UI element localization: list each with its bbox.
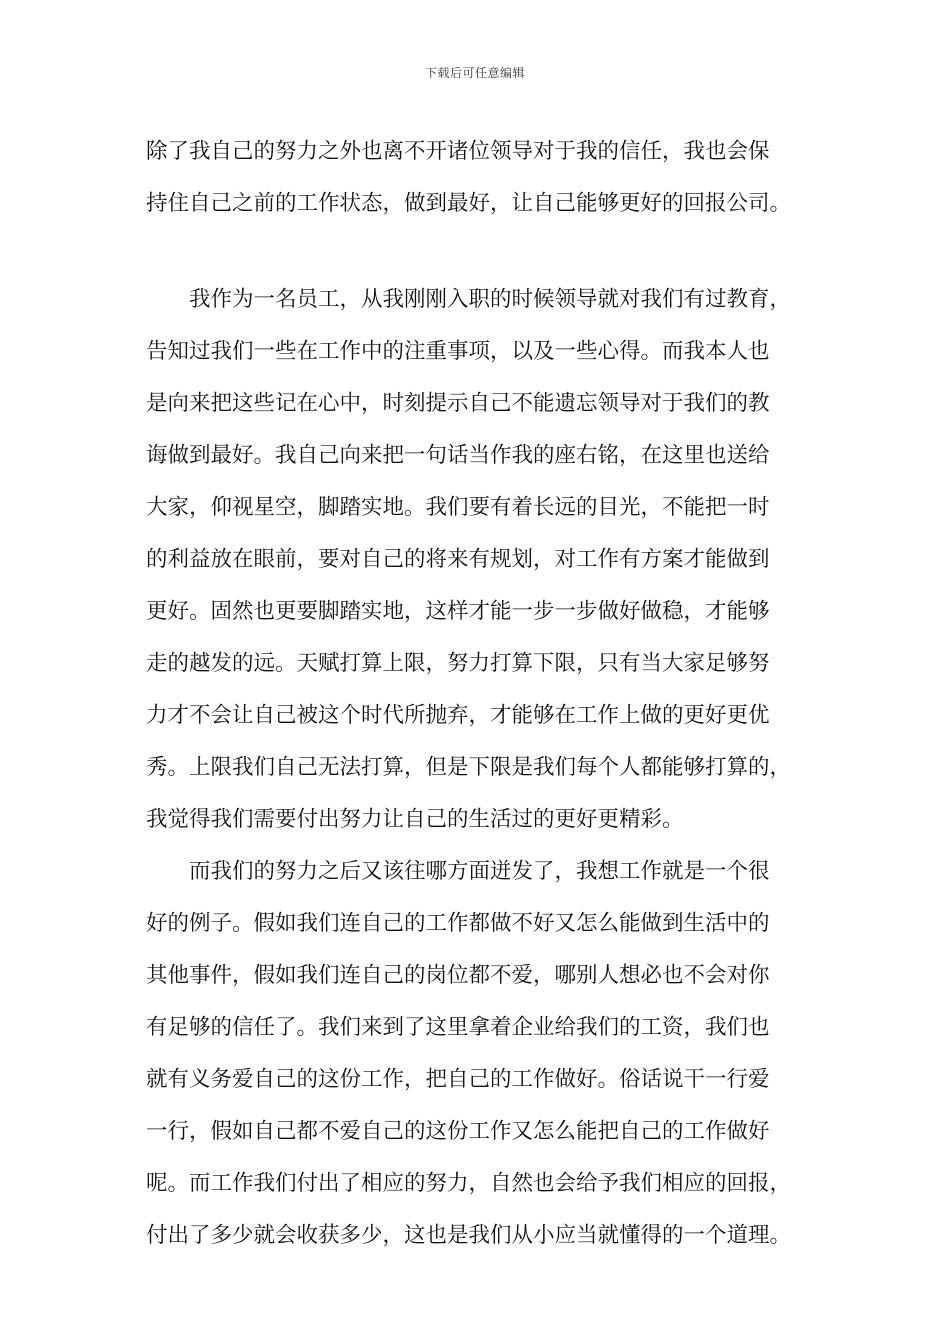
text-line: 大家，仰视星空，脚踏实地。我们要有着长远的目光，不能把一时 — [146, 495, 770, 520]
text-line: 持住自己之前的工作状态，做到最好，让自己能够更好的回报公司。 — [146, 191, 792, 216]
document-body — [146, 126, 806, 1262]
text-line: 秀。上限我们自己无法打算，但是下限是我们每个人都能够打算的， — [146, 755, 792, 780]
text-line: 就有义务爱自己的这份工作，把自己的工作做好。俗话说干一行爱 — [146, 1067, 770, 1092]
text-line: 一行，假如自己都不爱自己的这份工作又怎么能把自己的工作做好 — [146, 1119, 770, 1144]
text-line: 有足够的信任了。我们来到了这里拿着企业给我们的工资，我们也 — [146, 1015, 770, 1040]
text-line: 好的例子。假如我们连自己的工作都做不好又怎么能做到生活中的 — [146, 911, 770, 936]
text-line: 走的越发的远。天赋打算上限，努力打算下限，只有当大家足够努 — [146, 651, 770, 676]
text-line: 我觉得我们需要付出努力让自己的生活过的更好更精彩。 — [146, 807, 684, 832]
text-line: 力才不会让自己被这个时代所抛弃，才能够在工作上做的更好更优 — [146, 703, 770, 728]
text-line: 我作为一名员工，从我刚刚入职的时候领导就对我们有过教育， — [146, 287, 792, 312]
text-line: 除了我自己的努力之外也离不开诸位领导对于我的信任，我也会保 — [146, 139, 770, 164]
text-line: 付出了多少就会收获多少，这也是我们从小应当就懂得的一个道理。 — [146, 1223, 792, 1248]
text-line: 是向来把这些记在心中，时刻提示自己不能遗忘领导对于我们的教 — [146, 391, 770, 416]
text-line: 诲做到最好。我自己向来把一句话当作我的座右铭，在这里也送给 — [146, 443, 770, 468]
text-line: 而我们的努力之后又该往哪方面迸发了，我想工作就是一个很 — [146, 859, 770, 884]
paragraph-gap — [146, 230, 806, 274]
text-line: 的利益放在眼前，要对自己的将来有规划，对工作有方案才能做到 — [146, 547, 770, 572]
text-line: 告知过我们一些在工作中的注重事项，以及一些心得。而我本人也 — [146, 339, 770, 364]
page-header: 下载后可任意编辑 — [424, 66, 525, 80]
text-line: 其他事件，假如我们连自己的岗位都不爱，哪别人想必也不会对你 — [146, 963, 770, 988]
text-line: 更好。固然也更要脚踏实地，这样才能一步一步做好做稳，才能够 — [146, 599, 770, 624]
text-line: 呢。而工作我们付出了相应的努力，自然也会给予我们相应的回报， — [146, 1171, 792, 1196]
